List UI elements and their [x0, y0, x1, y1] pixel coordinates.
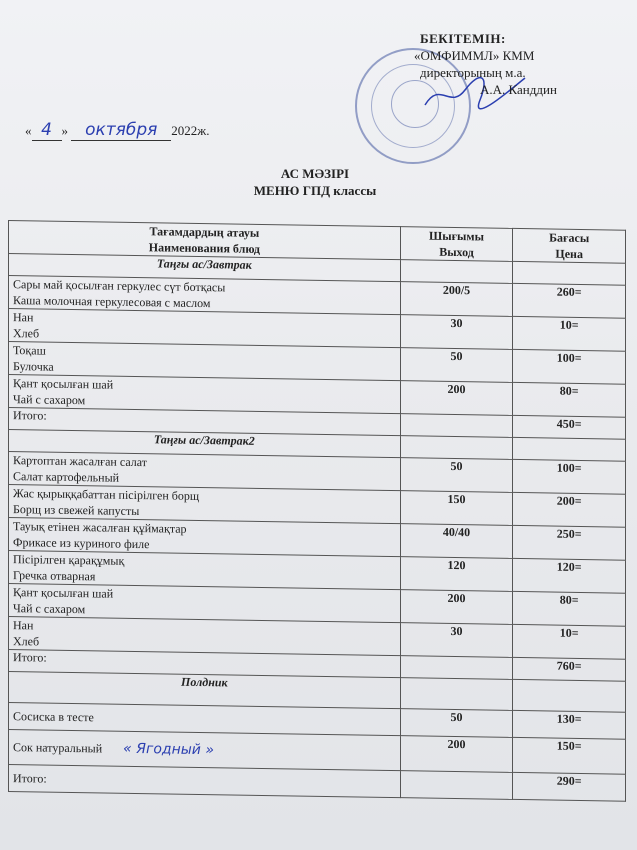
- table-row: Нан Хлеб 30 10=: [9, 617, 626, 660]
- date-year: 2022ж.: [171, 123, 210, 138]
- document-date: [25, 120, 209, 141]
- table-row: Қант қосылған шай Чай с сахаром 200 80=: [9, 584, 626, 627]
- table-row: Қант қосылған шай Чай с сахаром 200 80=: [9, 375, 626, 418]
- table-row: Пісірілген қарақұмық Гречка отварная 120 120=: [9, 551, 626, 594]
- date-close-quote: »: [61, 123, 68, 138]
- approval-organization: «ОМФИММЛ» КММ: [414, 48, 535, 63]
- section-breakfast: Таңғы ас/Завтрак: [9, 254, 401, 282]
- date-day: 4: [41, 120, 52, 140]
- total-row: Итого: 450=: [9, 408, 626, 440]
- date-open-quote: «: [25, 123, 32, 138]
- table-row: Сосиска в тесте 50 130=: [9, 703, 626, 740]
- table-row: Нан Хлеб 30 10=: [9, 309, 626, 352]
- table-row: Тауық етінен жасалған құймақтар Фрикасе из куриного филе 40/40 250=: [9, 518, 626, 561]
- table-row: Сок натуральный « Ягодный » 200 150=: [9, 730, 626, 775]
- table-row: Сары май қосылған геркулес сүт ботқасы Каша молочная геркулесовая с маслом 200/5 260=: [9, 276, 626, 319]
- approval-title: БЕКІТЕМІН:: [420, 31, 506, 46]
- table-row: Картоптан жасалған салат Салат картофельный 50 100=: [9, 452, 626, 495]
- handwritten-note: « Ягодный »: [123, 740, 214, 759]
- header-price: Бағасы Цена: [513, 228, 626, 263]
- menu-title-kz: АС МӘЗІРІ: [280, 166, 350, 181]
- table-row: Тоқаш Булочка 50 100=: [9, 342, 626, 385]
- menu-table: [8, 220, 626, 802]
- total-row: Итого: 760=: [9, 650, 626, 682]
- approval-name: А.А. Канддин: [480, 82, 557, 97]
- total-row: Итого: 290=: [9, 765, 626, 802]
- section-snack: Полдник: [9, 672, 401, 709]
- approval-block: [414, 30, 557, 98]
- header-output: Шығымы Выход: [400, 227, 513, 262]
- juice-name: Сок натуральный: [13, 740, 103, 756]
- header-name: Тағамдардың атауы Наименования блюд: [9, 221, 401, 260]
- date-month: октября: [85, 120, 158, 140]
- table-row: Жас қырыққабаттан пісірілген борщ Борщ из свежей капусты 150 200=: [9, 485, 626, 528]
- approval-position: директорының м.а.: [420, 65, 526, 80]
- menu-title-ru: МЕНЮ ГПД классы: [253, 183, 377, 198]
- section-breakfast2: Таңғы ас/Завтрак2: [9, 430, 401, 458]
